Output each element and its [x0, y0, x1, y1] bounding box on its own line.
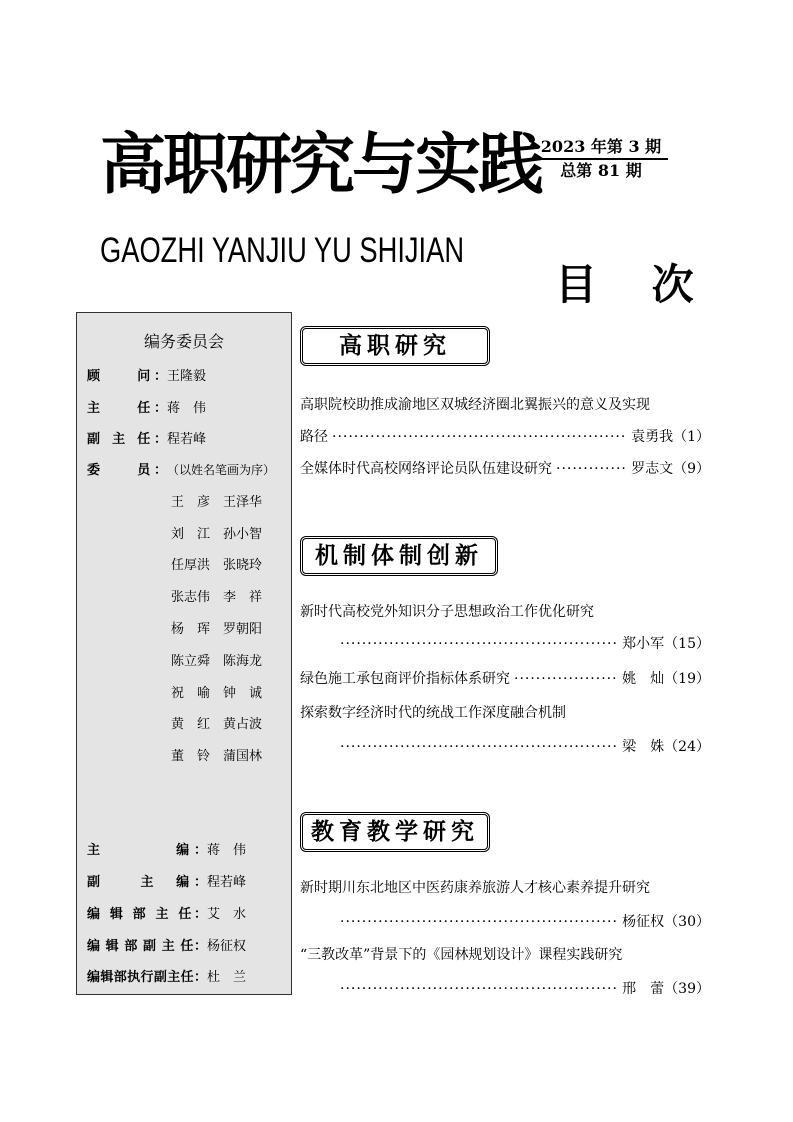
article-title[interactable]: 高职院校助推成渝地区双城经济圈北翼振兴的意义及实现	[300, 397, 650, 413]
toc-entry[interactable]	[340, 911, 710, 931]
article-title: 全媒体时代高校网络评论员队伍建设研究	[300, 461, 552, 477]
total-issue-number: 总第 81 期	[560, 161, 642, 180]
article-author-page: 梁 姝（24）	[622, 739, 710, 755]
board-member-row: 董 铃 蒲国林	[171, 749, 263, 764]
section-heading-higher-vocational-research: 高职研究	[300, 326, 490, 366]
section-heading-education-research: 教育教学研究	[300, 812, 490, 852]
leader-dots	[556, 461, 627, 477]
editorial-board-panel	[76, 312, 292, 995]
role-label: 编 辑 部 副 主 任：	[87, 939, 207, 954]
leader-dots	[332, 429, 627, 445]
article-author-page: 罗志文（9）	[631, 461, 710, 477]
article-title[interactable]: 新时期川东北地区中医药康养旅游人才核心素养提升研究	[300, 880, 650, 896]
leader-dots	[514, 671, 618, 687]
board-member-row: 黄 红 黄占波	[171, 717, 263, 732]
role-label: 编 辑 部 主 任：	[87, 907, 207, 922]
role-value: 蒋 伟	[167, 401, 207, 416]
article-title[interactable]: “三教改革”背景下的《园林规划设计》课程实践研究	[300, 947, 623, 963]
article-author-page: 姚 灿（19）	[622, 671, 710, 687]
leader-dots	[340, 739, 618, 755]
article-title-cont: 路径	[300, 429, 328, 445]
role-value: 蒋 伟	[207, 843, 247, 858]
article-title[interactable]: 新时代高校党外知识分子思想政治工作优化研究	[300, 604, 594, 620]
article-author-page: 邢 蕾（39）	[622, 981, 710, 997]
board-member-row: 祝 喻 钟 诚	[171, 686, 263, 701]
leader-dots	[340, 636, 618, 652]
role-value: 程若峰	[167, 432, 207, 447]
section-heading-mechanism-innovation: 机制体制创新	[300, 536, 498, 576]
board-role-deputy-director	[87, 428, 287, 447]
issue-number: 2023 年第 3 期	[534, 136, 668, 160]
role-label: 顾 问：	[87, 369, 167, 384]
role-label: 委 员：	[87, 463, 167, 478]
role-value: 杨征权	[207, 939, 247, 954]
toc-entry[interactable]	[300, 426, 710, 446]
role-value: 程若峰	[207, 875, 247, 890]
article-title[interactable]: 探索数字经济时代的统战工作深度融合机制	[300, 705, 566, 721]
role-value: 杜 兰	[207, 970, 247, 985]
article-author-page: 杨征权（30）	[622, 914, 710, 930]
article-author-page: 郑小军（15）	[622, 636, 710, 652]
role-label: 主 任：	[87, 401, 167, 416]
role-label: 副 主 任：	[87, 432, 167, 447]
toc-entry[interactable]	[300, 668, 710, 688]
article-author-page: 袁勇我（1）	[631, 429, 710, 445]
leader-dots	[340, 981, 618, 997]
leader-dots	[340, 914, 618, 930]
contents-heading: 目 次	[555, 260, 714, 309]
role-label: 编辑部执行副主任：	[87, 970, 207, 985]
article-title: 绿色施工承包商评价指标体系研究	[300, 671, 510, 687]
role-label: 主 编：	[87, 843, 207, 858]
toc-entry[interactable]	[300, 458, 710, 478]
board-member-row: 陈立舜 陈海龙	[171, 654, 263, 669]
board-editor-chief	[87, 839, 287, 858]
role-value: 王隆毅	[167, 369, 207, 384]
board-member-row: 王 彦 王泽华	[171, 495, 263, 510]
board-title: 编务委员会	[143, 332, 224, 351]
board-member-row: 张志伟 李 祥	[171, 590, 263, 605]
journal-title-en: GAOZHI YANJIU YU SHIJIAN	[100, 231, 465, 270]
board-editor-office-deputy	[87, 935, 287, 954]
board-role-adviser	[87, 365, 287, 384]
board-role-members	[87, 459, 287, 478]
toc-entry[interactable]	[340, 633, 710, 653]
board-editor-office-exec-deputy	[87, 966, 287, 985]
board-member-row: 刘 江 孙小智	[171, 527, 263, 542]
board-member-row: 任厚洪 张晓玲	[171, 558, 263, 573]
board-editor-deputy-chief	[87, 871, 287, 890]
issue-info	[534, 136, 668, 182]
toc-entry[interactable]	[340, 736, 710, 756]
toc-entry[interactable]	[340, 978, 710, 998]
board-member-row: 杨 珲 罗朝阳	[171, 622, 263, 637]
role-label: 副 主 编：	[87, 875, 207, 890]
journal-title-cn: 高职研究与实践	[100, 126, 541, 203]
board-role-director	[87, 397, 287, 416]
board-editor-office-director	[87, 903, 287, 922]
role-value: （以姓名笔画为序）	[167, 463, 276, 477]
role-value: 艾 水	[207, 907, 247, 922]
